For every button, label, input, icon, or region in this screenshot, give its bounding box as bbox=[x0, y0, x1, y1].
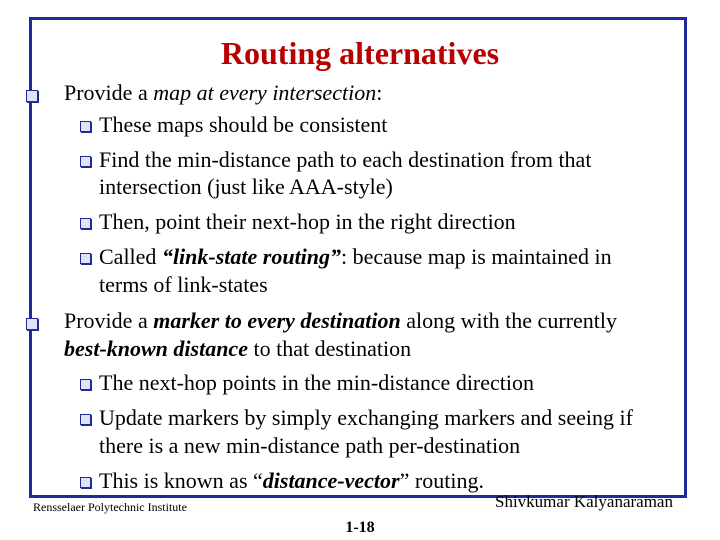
square-bullet-icon bbox=[80, 379, 91, 390]
square-bullet-icon bbox=[80, 156, 91, 167]
bullet-item-marker bbox=[64, 308, 617, 334]
sub-item-min-distance-cont: intersection (just like AAA-style) bbox=[99, 174, 393, 199]
sub-item-update-markers: Update markers by simply exchanging markers and seeing if bbox=[99, 405, 633, 430]
text-segment: Called bbox=[99, 244, 162, 269]
sub-item-link-state bbox=[99, 244, 612, 270]
square-bullet-icon bbox=[80, 414, 91, 425]
page-number: 1-18 bbox=[345, 519, 375, 536]
bullet-item-marker-cont bbox=[64, 336, 411, 362]
square-bullet-icon bbox=[80, 121, 91, 132]
sub-item-min-distance: Find the min-distance path to each destination from that bbox=[99, 147, 592, 172]
sub-item-consistent: These maps should be consistent bbox=[99, 112, 388, 137]
emphasis-segment: marker to every destination bbox=[153, 308, 401, 333]
text-segment: : because map is maintained in bbox=[341, 244, 612, 269]
text-segment: ” routing. bbox=[399, 468, 484, 493]
text-segment: This is known as “ bbox=[99, 468, 263, 493]
bullet-item-map bbox=[64, 80, 382, 106]
text-segment: along with the currently bbox=[400, 308, 617, 333]
text-segment: Provide a bbox=[64, 308, 154, 333]
sub-item-update-markers-cont: there is a new min-distance path per-destination bbox=[99, 433, 521, 458]
emphasis-segment: map at every intersection bbox=[153, 80, 377, 105]
sub-item-distance-vector bbox=[99, 468, 484, 494]
square-bullet-icon bbox=[26, 318, 38, 330]
square-bullet-icon bbox=[80, 253, 91, 264]
footer-institution: Rensselaer Polytechnic Institute bbox=[33, 500, 187, 514]
square-bullet-icon bbox=[26, 90, 38, 102]
text-segment: : bbox=[376, 80, 383, 105]
sub-item-link-state-cont: terms of link-states bbox=[99, 272, 268, 297]
sub-item-next-hop-direction: The next-hop points in the min-distance direction bbox=[99, 370, 535, 395]
text-segment: Provide a bbox=[64, 80, 154, 105]
square-bullet-icon bbox=[80, 218, 91, 229]
footer-author: Shivkumar Kalyanaraman bbox=[495, 492, 673, 511]
sub-item-next-hop: Then, point their next-hop in the right direction bbox=[99, 209, 516, 234]
text-segment: to that destination bbox=[247, 336, 412, 361]
emphasis-segment: “link-state routing” bbox=[161, 244, 342, 269]
emphasis-segment: distance-vector bbox=[262, 468, 400, 493]
emphasis-segment: best-known distance bbox=[64, 336, 248, 361]
square-bullet-icon bbox=[80, 477, 91, 488]
slide-title: Routing alternatives bbox=[220, 35, 500, 71]
